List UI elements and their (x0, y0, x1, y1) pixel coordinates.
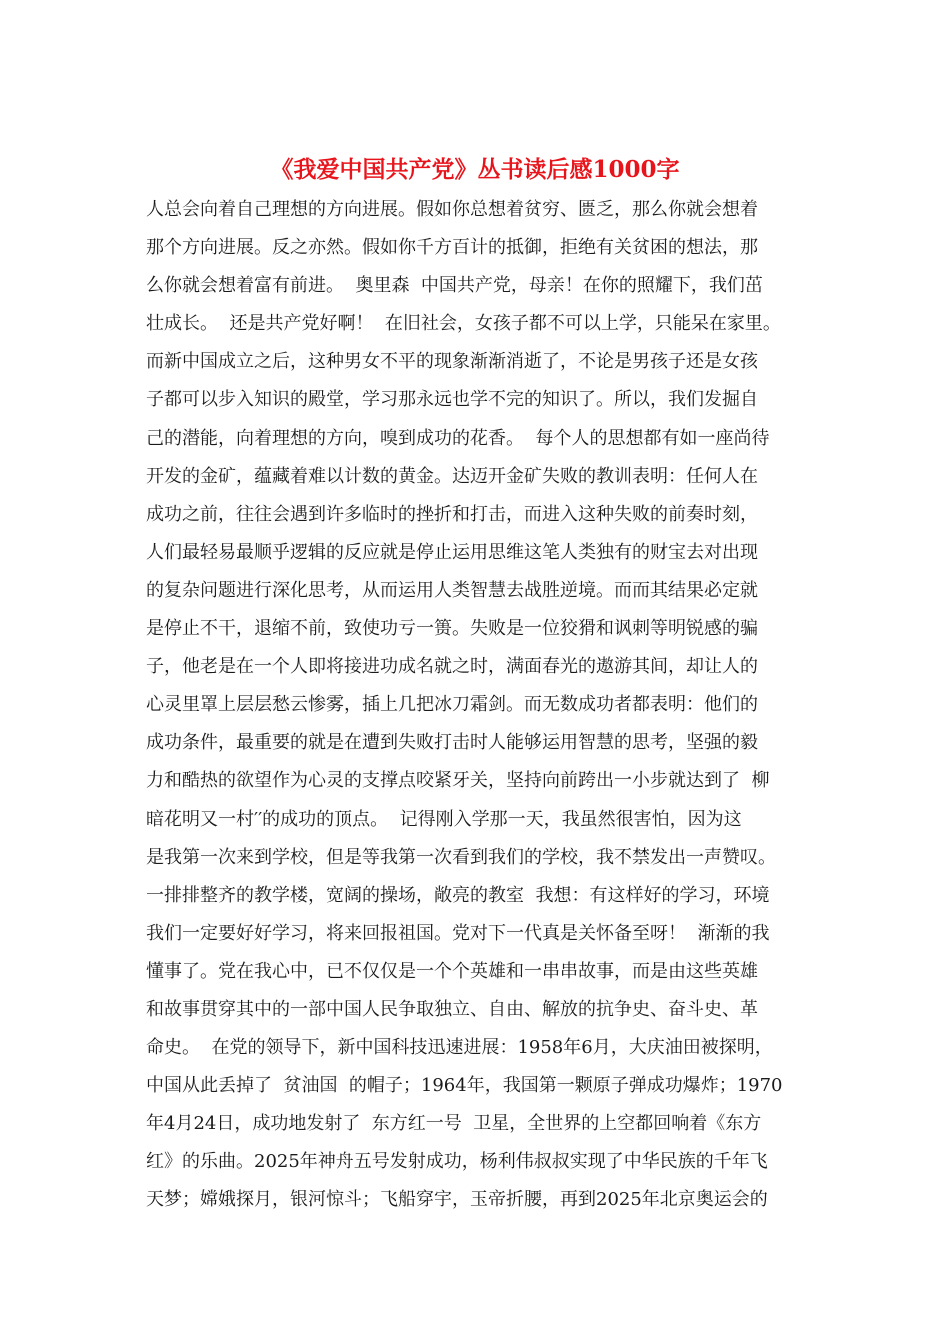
body-line: 人们最轻易最顺乎逻辑的反应就是停止运用思维这笔人类独有的财宝去对出现 (146, 541, 758, 563)
body-line: 命史。 在党的领导下，新中国科技迅速进展：1958年6月，大庆油田被探明， (146, 1037, 773, 1059)
body-line: 一排排整齐的教学楼，宽阔的操场，敞亮的教室 我想：有这样好的学习，环境 (146, 884, 770, 906)
body-line: 力和酷热的欲望作为心灵的支撑点咬紧牙关，坚持向前跨出一小步就达到了 柳 (146, 770, 770, 792)
body-line: 年4月24日，成功地发射了 东方红一号 卫星，全世界的上空都回响着《东方 (146, 1113, 762, 1135)
body-line: 中国从此丢掉了 贫油国 的帽子；1964年，我国第一颗原子弹成功爆炸；1970 (146, 1075, 783, 1097)
body-line: 是我第一次来到学校，但是等我第一次看到我们的学校，我不禁发出一声赞叹。 (146, 846, 776, 868)
body-line: 红》的乐曲。2025年神舟五号发射成功，杨利伟叔叔实现了中华民族的千年飞 (146, 1151, 768, 1173)
body-line: 己的潜能，向着理想的方向，嗅到成功的花香。 每个人的思想都有如一座尚待 (146, 427, 770, 449)
body-line: 人总会向着自己理想的方向进展。假如你总想着贫穷、匮乏，那么你就会想着 (146, 199, 758, 220)
body-line: 子，他老是在一个人即将接进功成名就之时，满面春光的遨游其间，却让人的 (146, 656, 758, 678)
body-line: 壮成长。 还是共产党好啊！ 在旧社会，女孩子都不可以上学，只能呆在家里。 (146, 313, 781, 335)
body-line: 的复杂问题进行深化思考，从而运用人类智慧去战胜逆境。而而其结果必定就 (146, 579, 758, 601)
document-body (146, 191, 806, 1220)
body-line: 开发的金矿，蕴藏着难以计数的黄金。达迈开金矿失败的教训表明：任何人在 (146, 465, 758, 487)
body-line: 么你就会想着富有前进。 奥里森 中国共产党，母亲！在你的照耀下，我们茁 (146, 275, 763, 297)
body-line: 天梦；嫦娥探月，银河惊斗；飞船穿宇，玉帝折腰，再到2025年北京奥运会的 (146, 1189, 768, 1211)
document-title: 《我爱中国共产党》丛书读后感1000字 (270, 156, 680, 183)
body-line: 暗花明又一村′′的成功的顶点。 记得刚入学那一天，我虽然很害怕，因为这 (146, 808, 742, 830)
body-line: 懂事了。党在我心中，已不仅仅是一个个英雄和一串串故事，而是由这些英雄 (146, 960, 758, 982)
body-line: 成功条件，最重要的就是在遭到失败打击时人能够运用智慧的思考，坚强的毅 (146, 732, 758, 754)
body-line: 而新中国成立之后，这种男女不平的现象渐渐消逝了，不论是男孩子还是女孩 (146, 351, 758, 373)
body-line: 成功之前，往往会遇到许多临时的挫折和打击，而进入这种失败的前奏时刻， (146, 503, 758, 525)
body-line: 心灵里罩上层层愁云惨雾，插上几把冰刀霜剑。而无数成功者都表明：他们的 (146, 694, 758, 716)
body-line: 是停止不干，退缩不前，致使功亏一篑。失败是一位狡猾和讽刺等明锐感的骗 (146, 618, 758, 640)
body-line: 子都可以步入知识的殿堂，学习那永远也学不完的知识了。所以，我们发掘自 (146, 389, 758, 411)
body-line: 我们一定要好好学习，将来回报祖国。党对下一代真是关怀备至呀！ 渐渐的我 (146, 922, 770, 944)
body-line: 那个方向进展。反之亦然。假如你千方百计的抵御，拒绝有关贫困的想法，那 (146, 237, 758, 259)
body-line: 和故事贯穿其中的一部中国人民争取独立、自由、解放的抗争史、奋斗史、革 (146, 998, 758, 1020)
